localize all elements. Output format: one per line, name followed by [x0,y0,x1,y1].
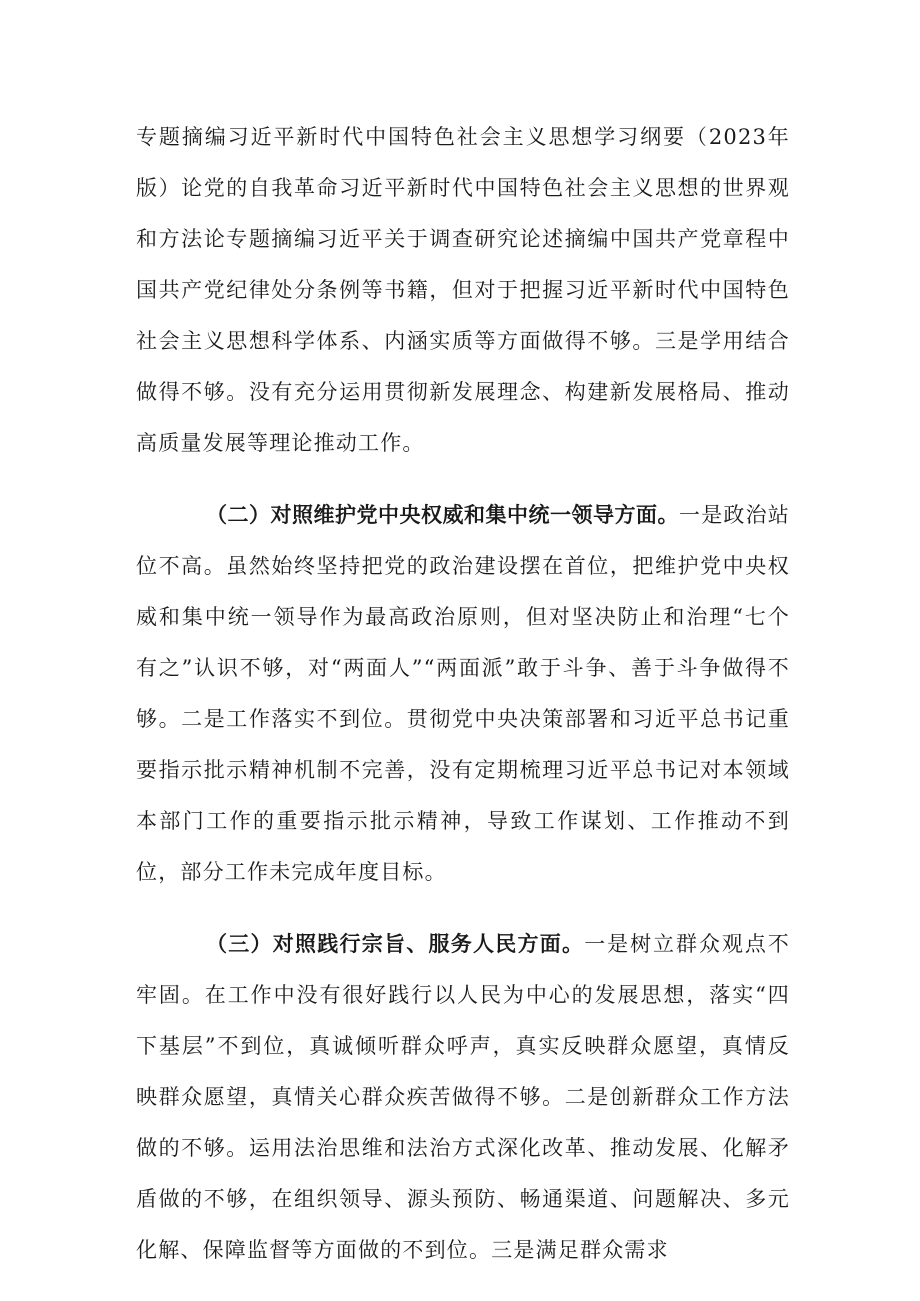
section-heading-2: （二）对照维护党中央权威和集中统一领导方面。 [206,503,679,527]
section-heading-3: （三）对照践行宗旨、服务人民方面。 [206,932,585,956]
paragraph-1 [136,112,790,469]
paragraph-2-body: 一是政治站位不高。虽然始终坚持把党的政治建设摆在首位，把维护党中央权威和集中统一领导作为最高政治原则，但对坚决防止和治理“七个有之”认识不够，对“两面人”“两面派”敢于斗争、善于斗争做得不够。二是工作落实不到位。贯彻党中央决策部署和习近平总书记重要指示批示精神机制不完善，没有定期梳理习近平总书记对本领域本部门工作的重要指示批示精神，导致工作谋划、工作推动不到位，部分工作未完成年度目标。 [136,503,790,884]
paragraph-1-body: 专题摘编习近平新时代中国特色社会主义思想学习纲要（2023年版）论党的自我革命习近平新时代中国特色社会主义思想的世界观和方法论专题摘编习近平关于调查研究论述摘编中国共产党章程中国共产党纪律处分条例等书籍，但对于把握习近平新时代中国特色社会主义思想科学体系、内涵实质等方面做得不够。三是学用结合做得不够。没有充分运用贯彻新发展理念、构建新发展格局、推动高质量发展等理论推动工作。 [136,125,790,455]
paragraph-3-body: 一是树立群众观点不牢固。在工作中没有很好践行以人民为中心的发展思想，落实“四下基层”不到位，真诚倾听群众呼声，真实反映群众愿望，真情反映群众愿望，真情关心群众疾苦做得不够。二是创新群众工作方法做的不够。运用法治思维和法治方式深化改革、推动发展、化解矛盾做的不够，在组织领导、源头预防、畅通渠道、问题解决、多元化解、保障监督等方面做的不到位。三是满足群众需求 [136,932,790,1262]
paragraph-2 [136,490,790,898]
paragraph-3 [136,919,790,1276]
document-body [136,112,790,1297]
